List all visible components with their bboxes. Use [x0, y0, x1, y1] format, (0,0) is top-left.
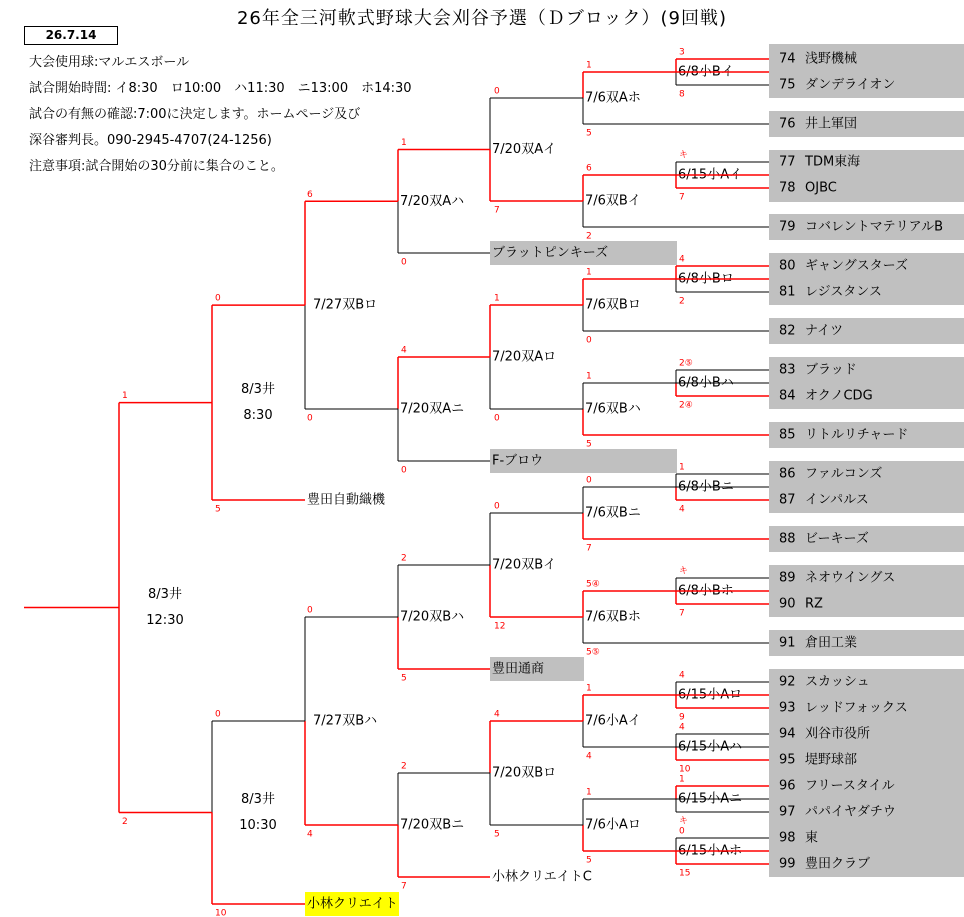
- score-top: キ: [679, 566, 689, 577]
- score-bottom: 5: [494, 829, 500, 840]
- team-number: 95: [779, 752, 796, 768]
- score-bottom: 0: [401, 465, 407, 476]
- score-bottom: 0: [307, 413, 313, 424]
- team-name: 東: [805, 830, 819, 846]
- score-top: 2⑤: [679, 358, 693, 369]
- seed-team-name: 豊田自動織機: [307, 492, 386, 508]
- team-name: レジスタンス: [805, 284, 882, 300]
- game-label: 7/20双Bニ: [400, 817, 465, 833]
- team-name: インパルス: [805, 492, 869, 508]
- score-top: 0: [494, 86, 500, 97]
- team-name: 刈谷市役所: [805, 726, 871, 742]
- game-label: 7/6双Bイ: [585, 193, 641, 209]
- team-name: 堤野球部: [805, 752, 858, 768]
- info-start-times: 試合開始時間: イ8:30 ロ10:00 ハ11:30 ニ13:00 ホ14:30: [29, 81, 412, 96]
- score-top: 4: [679, 670, 685, 681]
- score-top: 1: [586, 60, 592, 71]
- score-bottom: 12: [494, 621, 506, 632]
- team-name: ナイツ: [805, 323, 844, 339]
- team-name: ビーキーズ: [805, 531, 869, 547]
- team-name: ブラッド: [805, 362, 857, 378]
- score-top: 4: [494, 709, 500, 720]
- score-top: 1: [586, 267, 592, 278]
- game-label: 7/20双Bイ: [492, 557, 557, 573]
- game-label: 7/6双Aホ: [585, 90, 641, 106]
- team-name: リトルリチャード: [805, 427, 909, 443]
- seed-team-name: 小林クリエイトC: [492, 869, 592, 885]
- team-number: 85: [779, 427, 796, 443]
- score-top: 4: [401, 345, 407, 356]
- score-top: 6: [586, 163, 592, 174]
- score-bottom: 15: [679, 868, 691, 879]
- team-number: 78: [779, 180, 796, 196]
- score-top: 1: [401, 138, 407, 148]
- score-top: 1: [122, 391, 128, 402]
- team-name: RZ: [805, 596, 823, 612]
- score-bottom: 8: [679, 89, 685, 100]
- game-time: 8:30: [243, 408, 273, 424]
- team-number: 99: [779, 856, 796, 872]
- score-top: 0: [307, 605, 313, 616]
- team-number: 76: [779, 116, 796, 132]
- score-bottom: 5: [586, 855, 592, 866]
- team-name: レッドフォックス: [805, 700, 908, 716]
- game-time: 12:30: [146, 613, 184, 629]
- game-label: 6/15小Aニ: [678, 791, 743, 807]
- info-confirm: 試合の有無の確認:7:00に決定します。ホームページ及び: [29, 107, 361, 122]
- team-name: スカッシュ: [805, 674, 870, 690]
- score-top: キ: [679, 150, 689, 161]
- score-top: 0: [586, 475, 592, 486]
- team-number: 89: [779, 570, 796, 586]
- game-label: 7/6双Bホ: [585, 609, 641, 625]
- score-top: 1: [586, 787, 592, 798]
- game-label: 6/8小Bロ: [678, 271, 734, 287]
- score-bottom: 5⑤: [586, 647, 600, 658]
- score-bottom: 7: [494, 205, 500, 216]
- team-name: ネオウイングス: [805, 570, 896, 586]
- team-name: オクノCDG: [805, 388, 873, 404]
- team-box: [769, 630, 964, 656]
- score-bottom: 7: [401, 881, 407, 892]
- game-label: 6/15小Aイ: [678, 167, 743, 183]
- game-label: 7/20双Aロ: [492, 349, 557, 365]
- score-top: 1: [679, 774, 685, 785]
- info-contact: 深谷審判長。090-2945-4707(24-1256): [29, 133, 272, 148]
- score-bottom: 5: [215, 504, 221, 515]
- score-bottom: 10: [679, 764, 691, 775]
- score-bottom: 0: [401, 257, 407, 268]
- team-number: 96: [779, 778, 796, 794]
- team-box: [769, 150, 964, 202]
- score-bottom: キ: [679, 816, 689, 827]
- score-bottom: 5: [586, 439, 592, 450]
- score-top: 1: [679, 462, 685, 473]
- score-bottom: 4: [586, 751, 592, 762]
- score-top: 1: [494, 293, 500, 304]
- team-name: 倉田工業: [805, 635, 858, 651]
- game-label: 6/8小Bハ: [678, 375, 734, 391]
- game-label: 6/8小Bニ: [678, 479, 734, 495]
- game-label: 7/6双Bハ: [585, 401, 641, 417]
- score-bottom: 5: [586, 128, 592, 139]
- game-label: 8/3井: [148, 587, 182, 603]
- game-label: 8/3井: [241, 382, 275, 398]
- score-bottom: 7: [679, 192, 685, 203]
- team-number: 81: [779, 284, 796, 300]
- score-bottom: 7: [586, 543, 592, 554]
- game-label: 7/6小Aロ: [585, 817, 641, 833]
- score-top: 6: [307, 189, 313, 200]
- score-bottom: 5: [401, 673, 407, 684]
- score-top: 1: [586, 683, 592, 694]
- team-number: 84: [779, 388, 796, 404]
- team-number: 90: [779, 596, 796, 612]
- team-name: ギャングスターズ: [805, 258, 908, 274]
- score-top: 0: [215, 293, 221, 304]
- game-label: 7/20双Aニ: [400, 401, 465, 417]
- team-number: 75: [779, 77, 796, 93]
- game-label: 6/8小Bイ: [678, 64, 734, 80]
- team-name: フリースタイル: [805, 778, 895, 794]
- score-bottom: 7: [679, 608, 685, 619]
- game-label: 6/15小Aホ: [678, 843, 743, 859]
- score-top: 5④: [586, 579, 600, 590]
- game-label: 7/6小Aイ: [585, 713, 641, 729]
- team-name: TDM東海: [805, 154, 861, 170]
- game-label: 7/6双Bロ: [585, 297, 641, 313]
- seed-team-name: F-ブロウ: [492, 453, 544, 469]
- team-number: 79: [779, 219, 796, 235]
- score-bottom: 2: [122, 817, 128, 827]
- team-number: 80: [779, 258, 796, 274]
- game-label: 7/6双Bニ: [585, 505, 641, 521]
- score-top: 0: [679, 826, 685, 837]
- date-box: 26.7.14: [24, 26, 118, 45]
- score-bottom: 4: [679, 504, 685, 515]
- team-number: 94: [779, 726, 796, 742]
- team-number: 86: [779, 466, 796, 482]
- score-top: 2: [401, 761, 407, 772]
- score-bottom: 10: [215, 908, 227, 917]
- game-label: 7/20双Bハ: [400, 609, 465, 625]
- score-bottom: 9: [679, 712, 685, 723]
- seed-team-name: 豊田通商: [492, 661, 545, 677]
- team-name: ダンデライオン: [805, 77, 896, 93]
- game-label: 7/20双Aハ: [400, 193, 465, 209]
- team-number: 93: [779, 700, 796, 716]
- team-number: 98: [779, 830, 796, 846]
- game-label: 6/8小Bホ: [678, 583, 734, 599]
- team-number: 83: [779, 362, 796, 378]
- page-title: 26年全三河軟式野球大会刈谷予選（Ｄブロック）(9回戦): [236, 8, 728, 29]
- team-number: 91: [779, 635, 796, 651]
- team-number: 77: [779, 154, 796, 170]
- team-number: 92: [779, 674, 796, 690]
- team-name: ファルコンズ: [805, 466, 883, 482]
- score-bottom: 4: [307, 829, 313, 840]
- game-label: 7/27双Bロ: [313, 297, 378, 313]
- score-top: 0: [215, 709, 221, 720]
- score-top: 4: [679, 254, 685, 265]
- team-name: 浅野機械: [805, 51, 858, 67]
- info-notice: 注意事項:試合開始の30分前に集合のこと。: [29, 159, 284, 174]
- team-number: 82: [779, 323, 796, 339]
- team-number: 87: [779, 492, 796, 508]
- game-label: 8/3井: [241, 792, 275, 807]
- score-top: 3: [679, 47, 685, 58]
- score-top: 4: [679, 722, 685, 733]
- game-label: 6/15小Aハ: [678, 739, 743, 755]
- game-label: 7/20双Aイ: [492, 142, 557, 157]
- team-name: OJBC: [805, 180, 837, 196]
- game-label: 7/20双Bロ: [492, 765, 557, 781]
- team-name: 井上軍団: [805, 116, 858, 132]
- score-bottom: 0: [586, 335, 592, 346]
- game-time: 10:30: [239, 818, 277, 833]
- team-box: [769, 111, 964, 137]
- team-name: パパイヤダチウ: [805, 804, 896, 820]
- score-top: 2: [401, 553, 407, 564]
- score-bottom: 2: [679, 296, 685, 307]
- info-ball: 大会使用球:マルエスボール: [29, 55, 190, 70]
- team-number: 97: [779, 804, 796, 820]
- game-label: 7/27双Bハ: [313, 713, 378, 729]
- score-top: 0: [494, 501, 500, 512]
- score-bottom: 2④: [679, 400, 693, 411]
- team-name: コバレントマテリアルB: [805, 219, 944, 235]
- team-box: [769, 318, 964, 344]
- team-name: 豊田クラブ: [805, 856, 871, 872]
- seed-team-name: ブラットピンキーズ: [492, 245, 609, 261]
- seed-team-name: 小林クリエイト: [307, 896, 398, 912]
- game-label: 6/15小Aロ: [678, 687, 743, 703]
- score-top: 1: [586, 371, 592, 382]
- score-bottom: 2: [586, 231, 592, 242]
- score-bottom: 0: [494, 413, 500, 424]
- team-number: 74: [779, 51, 796, 67]
- team-number: 88: [779, 531, 796, 547]
